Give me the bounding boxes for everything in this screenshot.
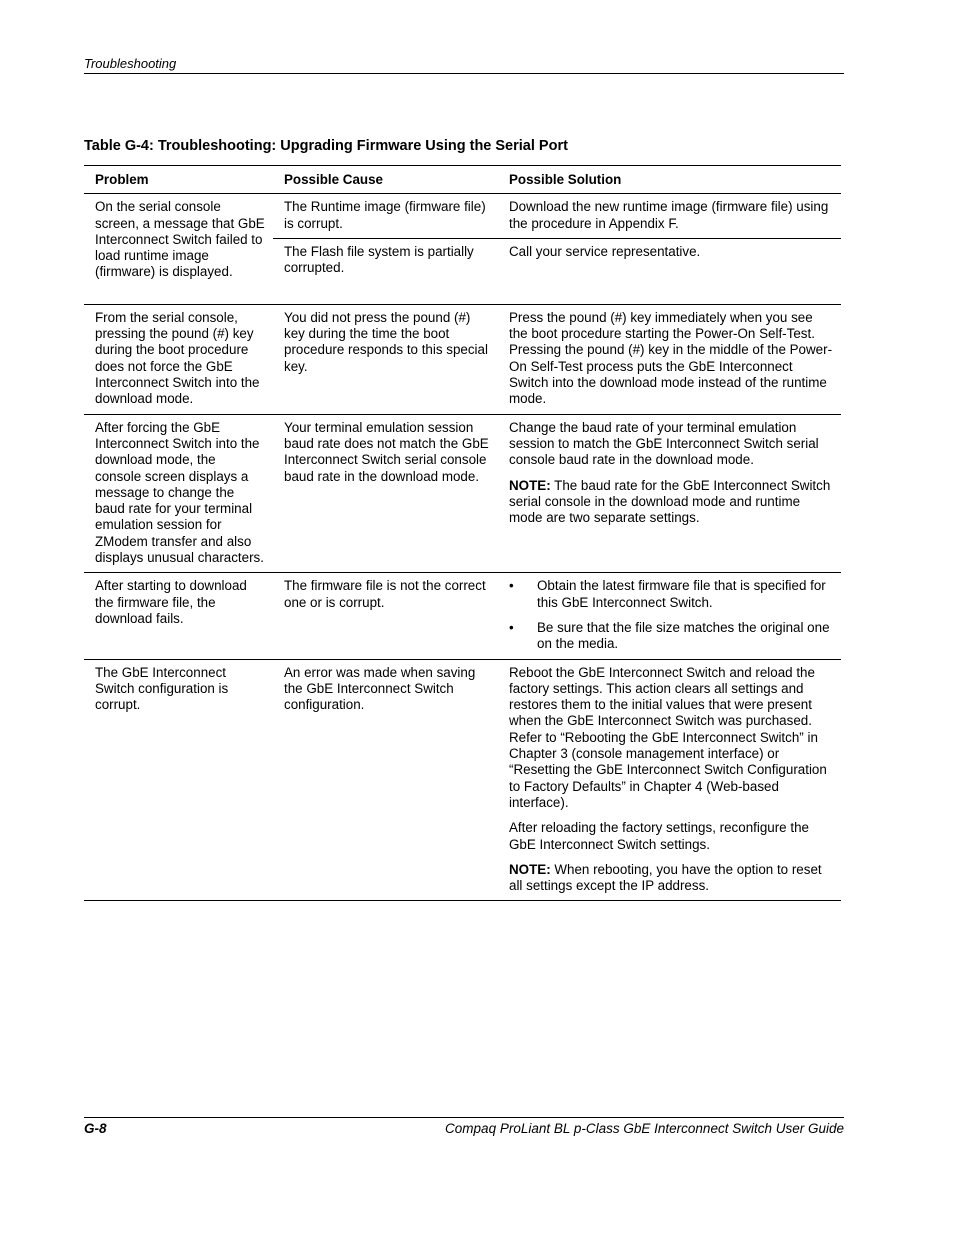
column-header-cause: Possible Cause — [273, 166, 498, 194]
solution-bullet-list — [509, 578, 833, 652]
list-item — [509, 620, 833, 653]
column-header-solution: Possible Solution — [498, 166, 841, 194]
solution-cell — [498, 414, 841, 573]
problem-text: After starting to download the firmware file, the download fails. — [95, 578, 247, 626]
note-paragraph — [509, 862, 833, 895]
solution-cell — [498, 194, 841, 239]
running-footer — [84, 1117, 844, 1136]
note-text: When rebooting, you have the option to reset all settings except the IP address. — [509, 861, 822, 894]
cause-text: An error was made when saving the GbE Interconnect Switch configuration. — [284, 664, 476, 713]
page-number: G-8 — [84, 1121, 107, 1136]
solution-cell — [498, 304, 841, 414]
problem-cell — [84, 659, 273, 901]
note-text: The baud rate for the GbE Interconnect Switch serial console in the download mode and runtime mode are two separate settings. — [509, 477, 831, 526]
table-row — [84, 573, 841, 659]
table-title: Table G-4: Troubleshooting: Upgrading Firmware Using the Serial Port — [84, 138, 568, 154]
note-label: NOTE: — [509, 861, 551, 877]
problem-cell — [84, 414, 273, 573]
bullet-icon: • — [509, 578, 514, 594]
cause-cell — [273, 194, 498, 239]
table-row — [84, 414, 841, 573]
table-row — [84, 659, 841, 901]
troubleshooting-table-container — [84, 165, 841, 901]
problem-cell — [84, 304, 273, 414]
solution-cell — [498, 238, 841, 304]
troubleshooting-table — [84, 165, 841, 901]
cause-text: The firmware file is not the correct one or is corrupt. — [284, 578, 486, 610]
cause-text: You did not press the pound (#) key during the time the boot procedure responds to this special key. — [284, 309, 488, 374]
problem-text: After forcing the GbE Interconnect Switch into the download mode, the console screen displays a message to change the baud rate for your terminal emulation session for ZModem transfer and also displays unusual characters. — [95, 419, 264, 566]
bullet-text: Be sure that the file size matches the original one on the media. — [537, 619, 830, 652]
solution-text: After reloading the factory settings, reconfigure the GbE Interconnect Switch settings. — [509, 820, 809, 852]
table-header-row — [84, 166, 841, 194]
problem-cell — [84, 194, 273, 305]
problem-text: From the serial console, pressing the pound (#) key during the boot procedure does not force the GbE Interconnect Switch into the download mode. — [95, 309, 260, 407]
cause-cell — [273, 238, 498, 304]
cause-cell — [273, 414, 498, 573]
table-row — [84, 304, 841, 414]
note-label: NOTE: — [509, 477, 551, 493]
solution-text: Download the new runtime image (firmware file) using the procedure in Appendix F. — [509, 199, 829, 231]
bullet-text: Obtain the latest firmware file that is specified for this GbE Interconnect Switch. — [537, 578, 826, 610]
list-item — [509, 578, 833, 611]
cause-cell — [273, 573, 498, 659]
bullet-icon: • — [509, 619, 514, 635]
solution-text: Change the baud rate of your terminal emulation session to match the GbE Interconnect Switch serial console baud rate in the download mode. — [509, 419, 819, 468]
running-header: Troubleshooting — [84, 56, 844, 74]
table-row — [84, 194, 841, 239]
solution-text: Press the pound (#) key immediately when you see the boot procedure starting the Power-On Self-Test. Pressing the pound (#) key in the middle of the Power-On Self-Test process puts the GbE Interconnect Switch into the download mode instead of the runtime mode. — [509, 309, 833, 407]
cause-text: Your terminal emulation session baud rate does not match the GbE Interconnect Switch serial console baud rate in the download mode. — [284, 419, 489, 484]
cause-text: The Flash file system is partially corrupted. — [284, 243, 474, 276]
solution-cell — [498, 659, 841, 901]
cause-cell — [273, 304, 498, 414]
cause-cell — [273, 659, 498, 901]
solution-cell — [498, 573, 841, 659]
solution-text: Reboot the GbE Interconnect Switch and reload the factory settings. This action clears all settings and restores them to the initial values that were present when the GbE Interconnect Switch was purchased. Refer to “Rebooting the GbE Interconnect Switch” in Chapter 3 (console management interface) or “Resetting the GbE Interconnect Switch Configuration to Factory Defaults” in Chapter 4 (Web-based interface). — [509, 664, 827, 810]
problem-cell — [84, 573, 273, 659]
solution-text: Call your service representative. — [509, 243, 701, 259]
column-header-problem: Problem — [84, 166, 273, 194]
cause-text: The Runtime image (firmware file) is corrupt. — [284, 199, 486, 231]
problem-text: The GbE Interconnect Switch configuration is corrupt. — [95, 664, 229, 713]
problem-text: On the serial console screen, a message that GbE Interconnect Switch failed to load runtime image (firmware) is displayed. — [95, 199, 265, 280]
note-paragraph — [509, 478, 833, 527]
guide-title: Compaq ProLiant BL p-Class GbE Interconnect Switch User Guide — [445, 1121, 844, 1136]
